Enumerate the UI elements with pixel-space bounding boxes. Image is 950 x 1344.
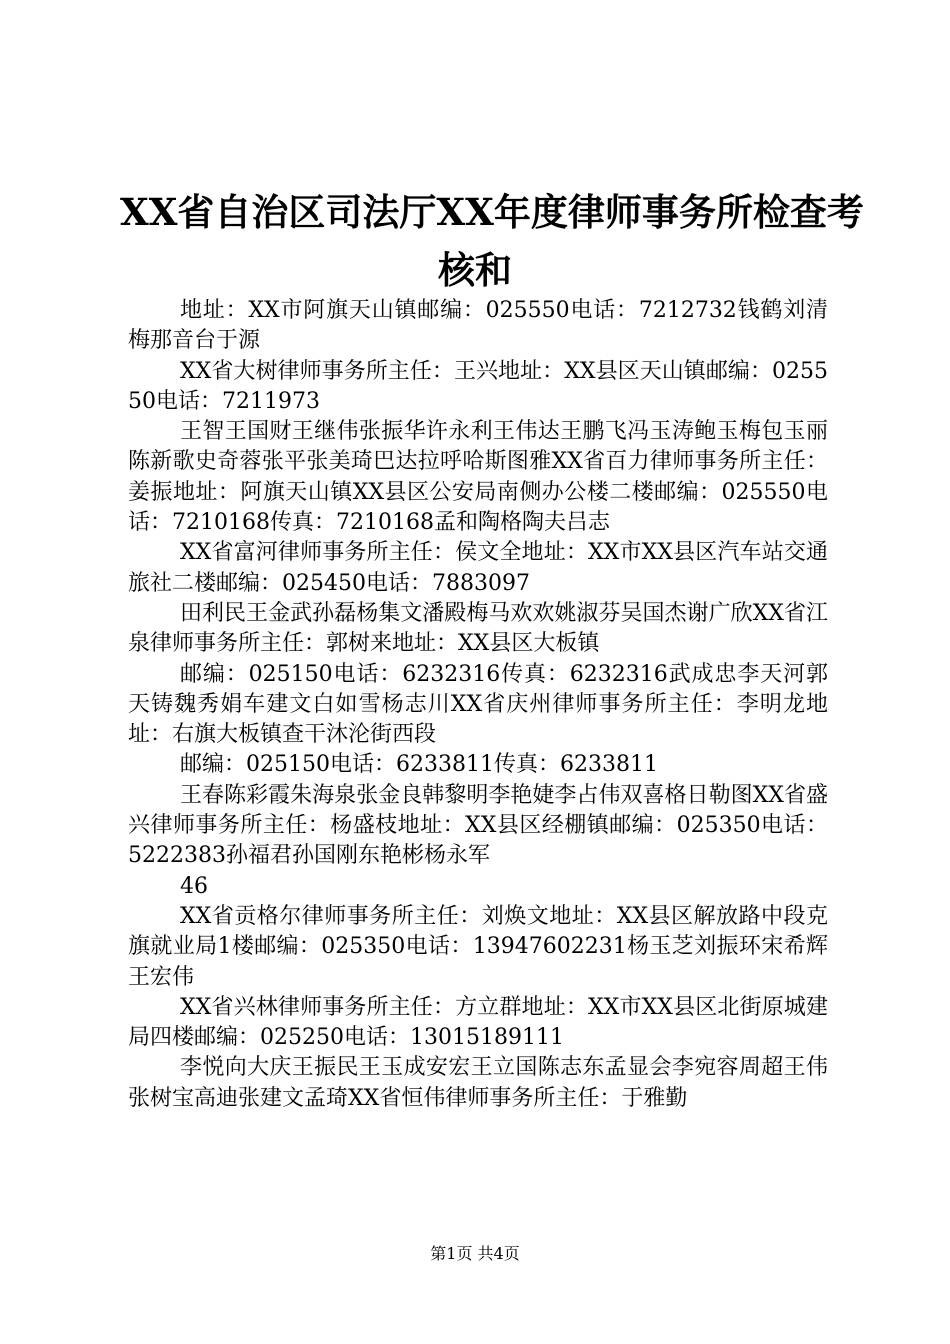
paragraph: 邮编：025150电话：6232316传真：6232316武成忠李天河郭天铸魏秀娟车建文白如雪杨志川XX省庆州律师事务所主任：李明龙地址：右旗大板镇查干沐沦街西段 [128, 661, 828, 748]
document-title-line-1: XX省自治区司法厅XX年度律师事务所检查考 [120, 190, 864, 234]
paragraph: XX省大树律师事务所主任：王兴地址：XX县区天山镇邮编：025550电话：7211973 [128, 358, 828, 414]
document-body [128, 296, 828, 1114]
paragraph: 邮编：025150电话：6233811传真：6233811 [180, 752, 658, 778]
paragraph: XX省兴林律师事务所主任：方立群地址：XX市XX县区北街原城建局四楼邮编：025250电话：13015189111 [128, 994, 828, 1051]
paragraph: 李悦向大庆王振民王玉成安宏王立国陈志东孟显会李宛容周超王伟张树宝高迪张建文孟琦XX省恒伟律师事务所主任：于雅勤 [128, 1055, 828, 1111]
paragraph: 46 [180, 873, 208, 899]
paragraph: 王智王国财王继伟张振华许永利王伟达王鹏飞冯玉涛鲍玉梅包玉丽陈新歌史奇蓉张平张美琦巴达拉呼哈斯图雅XX省百力律师事务所主任：姜振地址：阿旗天山镇XX县区公安局南侧办公楼二楼邮编：025550电话：7210168传真：7210168孟和陶格陶夫吕志 [128, 419, 828, 536]
document-title-line-2: 核和 [438, 248, 512, 292]
paragraph: 地址：XX市阿旗天山镇邮编：025550电话：7212732钱鹤刘清梅那音台于源 [128, 298, 828, 354]
paragraph: XX省富河律师事务所主任：侯文全地址：XX市XX县区汽车站交通旅社二楼邮编：025450电话：7883097 [128, 540, 828, 596]
paragraph: 王春陈彩霞朱海泉张金良韩黎明李艳婕李占伟双喜格日勒图XX省盛兴律师事务所主任：杨盛枝地址：XX县区经棚镇邮编：025350电话：5222383孙福君孙国刚东艳彬杨永军 [128, 782, 828, 869]
page-footer: 第1页 共4页 [430, 1244, 520, 1263]
paragraph: XX省贡格尔律师事务所主任：刘焕文地址：XX县区解放路中段克旗就业局1楼邮编：025350电话：13947602231杨玉芝刘振环宋希辉王宏伟 [128, 903, 828, 990]
paragraph: 田利民王金武孙磊杨集文潘殿梅马欢欢姚淑芬吴国杰谢广欣XX省江泉律师事务所主任：郭树来地址：XX县区大板镇 [128, 600, 828, 657]
